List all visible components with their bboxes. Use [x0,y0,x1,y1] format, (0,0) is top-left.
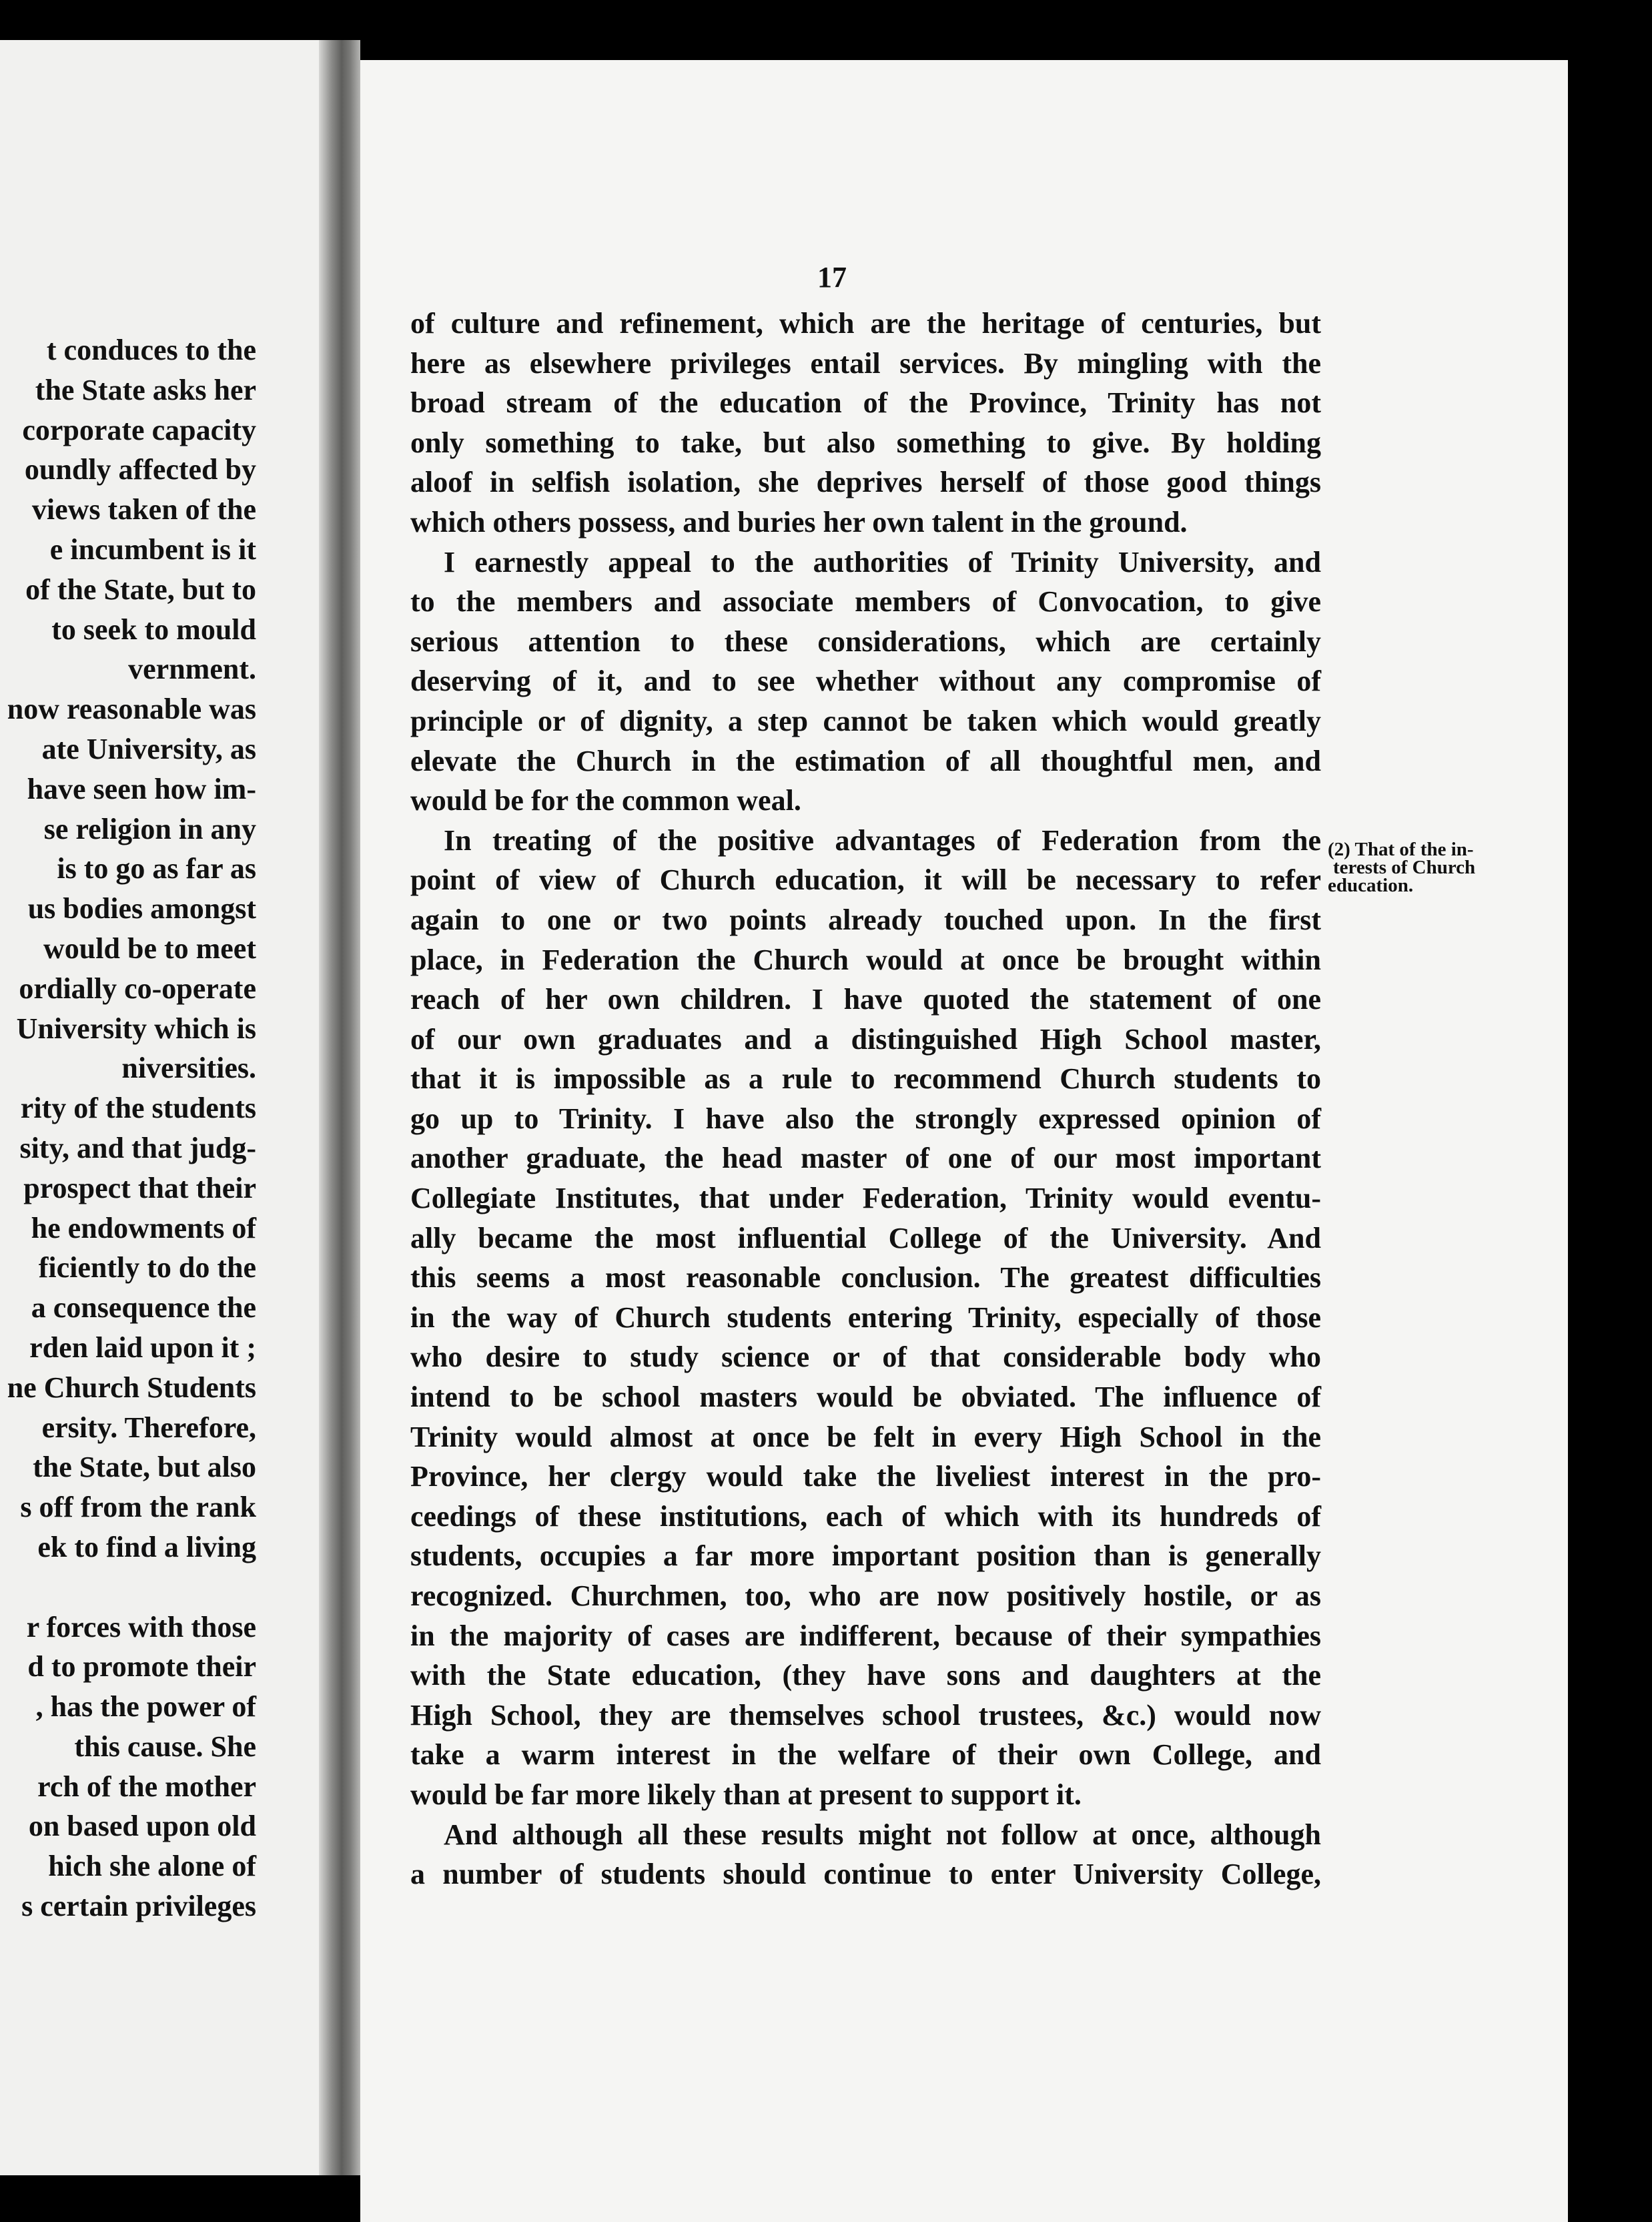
left-text-line: have seen how im- [27,772,256,805]
body-text-line: Province, her clergy would take the liveliest interest in the pro- [410,1460,1321,1493]
left-text-line: ficiently to do the [38,1251,256,1284]
left-page-text [0,330,256,1926]
left-text-line: to seek to mould [51,613,256,646]
left-text-line: vernment. [128,653,256,686]
left-text-line: of the State, but to [25,573,256,606]
body-text-line: serious attention to these considerations, which are certainly [410,625,1321,658]
body-text [410,304,1321,1894]
body-text-line: And although all these results might not follow at once, although [444,1818,1321,1851]
left-text-line: , has the power of [35,1690,256,1724]
body-text-line: go up to Trinity. I have also the strongly expressed opinion of [410,1102,1321,1135]
left-text-line: he endowments of [31,1211,256,1244]
body-text-line: with the State education, (they have sons and daughters at the [410,1659,1321,1692]
body-text-line: another graduate, the head master of one of our most important [410,1142,1321,1175]
book-gutter [319,40,360,2175]
left-text-line: rden laid upon it ; [29,1331,256,1364]
body-text-line: In treating of the positive advantages of Federation from the [444,823,1321,857]
body-text-line: elevate the Church in the estimation of all thoughtful men, and [410,744,1321,777]
left-text-line: s off from the rank [20,1491,256,1524]
left-page [0,40,319,2175]
left-text-line: rch of the mother [37,1770,256,1803]
body-text-line: again to one or two points already touched upon. In the first [410,903,1321,936]
body-text-line: ceedings of these institutions, each of which with its hundreds of [410,1499,1321,1533]
body-text-line: only something to take, but also something to give. By holding [410,426,1321,459]
left-text-line: rity of the students [20,1092,256,1125]
margin-note-line: (2) That of the in- [1328,839,1474,860]
body-text-line: broad stream of the education of the Province, Trinity has not [410,386,1321,420]
left-text-line: would be to meet [43,932,256,965]
left-text-line: e incumbent is it [49,532,256,566]
body-text-line: I earnestly appeal to the authorities of Trinity University, and [444,545,1321,579]
left-text-line: us bodies amongst [27,892,256,925]
left-text-line: on based upon old [28,1810,256,1843]
body-text-line: a number of students should continue to enter University College, [410,1858,1321,1891]
margin-note [1328,841,1501,895]
body-text-line: here as elsewhere privileges entail services. By mingling with the [410,346,1321,380]
margin-note-line: education. [1328,875,1414,896]
body-text-line: would be far more likely than at present to support it. [410,1778,1082,1811]
left-text-line: is to go as far as [57,852,256,885]
left-text-line: the State, but also [33,1451,256,1484]
body-text-line: aloof in selfish isolation, she deprives herself of those good things [410,466,1321,499]
left-text-line: ersity. Therefore, [41,1411,256,1444]
body-text-line: deserving of it, and to see whether without any compromise of [410,665,1321,698]
body-text-line: intend to be school masters would be obviated. The influence of [410,1381,1321,1414]
body-text-line: who desire to study science or of that considerable body who [410,1341,1321,1374]
body-text-line: recognized. Churchmen, too, who are now positively hostile, or as [410,1579,1321,1612]
left-text-line: corporate capacity [22,413,256,446]
left-text-line: views taken of the [31,493,256,526]
body-text-line: would be for the common weal. [410,784,801,817]
left-text-line: University which is [16,1012,256,1045]
left-text-line: d to promote their [27,1650,256,1684]
left-text-line: niversities. [121,1052,256,1085]
body-text-line: which others possess, and buries her own talent in the ground. [410,505,1188,538]
left-text-line: prospect that their [23,1171,256,1204]
body-text-line: of culture and refinement, which are the heritage of centuries, but [410,307,1321,340]
left-text-line: ordially co-operate [19,972,256,1005]
left-text-line: oundly affected by [24,453,256,486]
body-text-line: reach of her own children. I have quoted the statement of one [410,983,1321,1016]
left-text-line: ek to find a living [37,1530,256,1563]
left-text-line: s certain privileges [21,1890,256,1923]
left-text-line: hich she alone of [48,1850,256,1883]
left-text-line: r forces with those [26,1610,256,1643]
body-text-line: students, occupies a far more important position than is generally [410,1539,1321,1573]
left-text-line: ate University, as [41,732,256,765]
margin-note-line: terests of Church [1333,857,1476,878]
left-text-line: now reasonable was [7,693,256,726]
body-text-line: this seems a most reasonable conclusion. The greatest difficulties [410,1261,1321,1294]
body-text-line: point of view of Church education, it will be necessary to refer [410,863,1321,897]
page-number: 17 [817,261,847,294]
body-text-line: in the majority of cases are indifferent, because of their sympathies [410,1619,1321,1652]
left-text-line: se religion in any [43,812,256,845]
body-text-line: in the way of Church students entering Trinity, especially of those [410,1301,1321,1334]
left-text-line: this cause. She [74,1730,256,1763]
body-text-line: principle or of dignity, a step cannot be taken which would greatly [410,704,1321,737]
left-text-line: a consequence the [31,1291,256,1325]
body-text-line: of our own graduates and a distinguished High School master, [410,1022,1321,1056]
body-text-line: Collegiate Institutes, that under Federation, Trinity would eventu- [410,1182,1321,1215]
left-text-line: t conduces to the [46,334,256,366]
body-text-line: ally became the most influential College of the University. And [410,1221,1321,1254]
body-text-line: Trinity would almost at once be felt in every High School in the [410,1420,1321,1453]
body-text-line: that it is impossible as a rule to recommend Church students to [410,1062,1321,1096]
left-text-line: the State asks her [35,373,256,406]
body-text-line: take a warm interest in the welfare of their own College, and [410,1738,1321,1772]
left-text-line [0,1567,256,1607]
body-text-line: High School, they are themselves school trustees, &c.) would now [410,1698,1321,1732]
body-text-line: place, in Federation the Church would at once be brought within [410,943,1321,976]
left-text-line: sity, and that judg- [19,1131,256,1164]
body-text-line: to the members and associate members of Convocation, to give [410,585,1321,619]
left-text-line: ne Church Students [7,1371,256,1404]
